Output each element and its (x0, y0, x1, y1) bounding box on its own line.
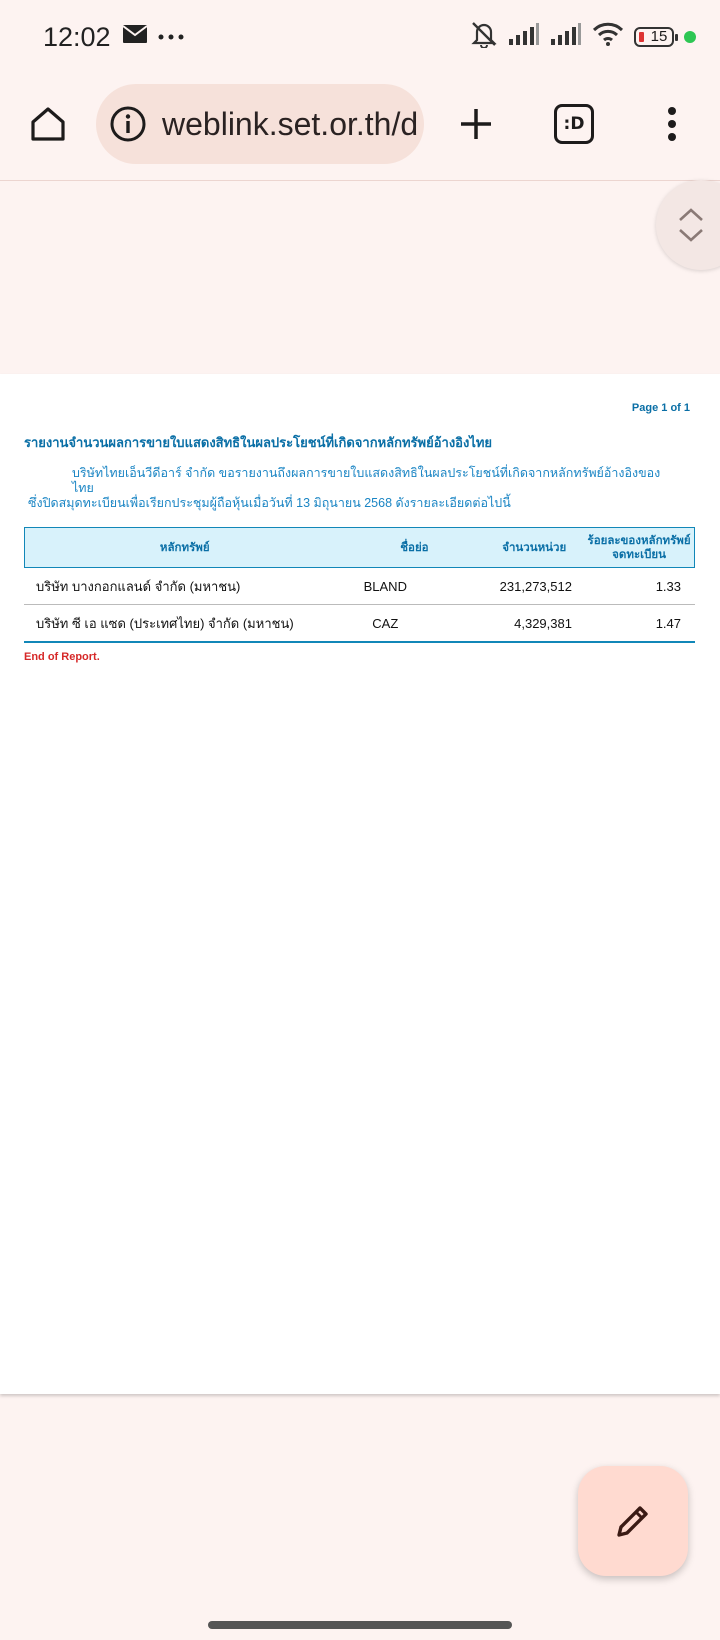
address-bar[interactable] (96, 84, 424, 164)
status-bar (0, 0, 720, 76)
toolbar-divider (0, 180, 720, 181)
menu-button[interactable] (650, 100, 694, 148)
privacy-indicator-dot (684, 31, 696, 43)
home-button[interactable] (24, 100, 72, 148)
page-scroll-nav[interactable] (656, 180, 720, 270)
edit-fab-button[interactable] (578, 1466, 688, 1576)
status-right-icons (470, 20, 696, 53)
table-row (24, 568, 695, 605)
plus-icon (458, 106, 494, 142)
header-symbol: ชื่อย่อ (400, 541, 429, 554)
page-number: Page 1 of 1 (631, 402, 690, 414)
intro-line-1: บริษัทไทยเอ็นวีดีอาร์ จำกัด ขอรายงานถึงผลการขายใบแสดงสิทธิในผลประโยชน์ที่เกิดจากหลักทรัพย์อ้างอิงของไทย (72, 466, 661, 495)
battery-icon (634, 27, 674, 47)
browser-toolbar (0, 80, 720, 180)
chevron-down-icon[interactable] (678, 228, 704, 242)
cell-security: บริษัท บางกอกแลนด์ จำกัด (มหาชน) (36, 578, 241, 594)
cell-percent: 1.47 (655, 615, 682, 631)
cell-symbol: BLAND (363, 578, 407, 594)
signal-icon (550, 23, 582, 50)
battery-level: 15 (650, 28, 668, 45)
report-title: รายงานจำนวนผลการขายใบแสดงสิทธิในผลประโยชน์ที่เกิดจากหลักทรัพย์อ้างอิงไทย (24, 435, 493, 450)
more-dots-icon (158, 28, 184, 46)
status-time: 12:02 (43, 22, 111, 52)
table-row (24, 605, 695, 643)
gesture-navigation-bar[interactable] (208, 1621, 512, 1629)
status-left-icons (122, 24, 184, 49)
header-units: จำนวนหน่วย (502, 541, 567, 554)
cell-units: 4,329,381 (514, 615, 572, 631)
signal-icon (508, 23, 540, 50)
header-security: หลักทรัพย์ (159, 541, 210, 554)
cell-symbol: CAZ (372, 615, 399, 631)
tab-switcher-button[interactable] (552, 102, 596, 146)
bell-off-icon (470, 20, 498, 53)
mail-icon (122, 24, 148, 49)
report-intro (28, 466, 668, 511)
info-icon[interactable] (108, 104, 148, 144)
cell-units: 231,273,512 (499, 578, 572, 594)
header-percent-line-1: ร้อยละของหลักทรัพย์ (587, 534, 691, 547)
document-page (0, 374, 720, 1394)
end-of-report: End of Report. (24, 651, 100, 663)
cell-percent: 1.33 (655, 578, 682, 594)
more-vert-icon (666, 106, 678, 142)
pencil-icon (613, 1501, 653, 1541)
intro-line-2: ซึ่งปิดสมุดทะเบียนเพื่อเรียกประชุมผู้ถือหุ้นเมื่อวันที่ 13 มิถุนายน 2568 ดังรายละเอียดต่อไปนี้ (28, 496, 511, 510)
home-icon (28, 104, 68, 144)
tab-switcher-label: :D (554, 104, 594, 144)
results-table (24, 527, 695, 643)
header-percent-line-2: จดทะเบียน (612, 548, 666, 561)
url-text[interactable]: weblink.set.or.th/d (162, 105, 419, 142)
new-tab-button[interactable] (452, 100, 500, 148)
cell-security: บริษัท ซี เอ แซด (ประเทศไทย) จำกัด (มหาชน) (36, 615, 294, 631)
wifi-icon (592, 22, 624, 51)
chevron-up-icon[interactable] (678, 208, 704, 222)
header-percent (584, 534, 694, 562)
table-header (24, 527, 695, 568)
